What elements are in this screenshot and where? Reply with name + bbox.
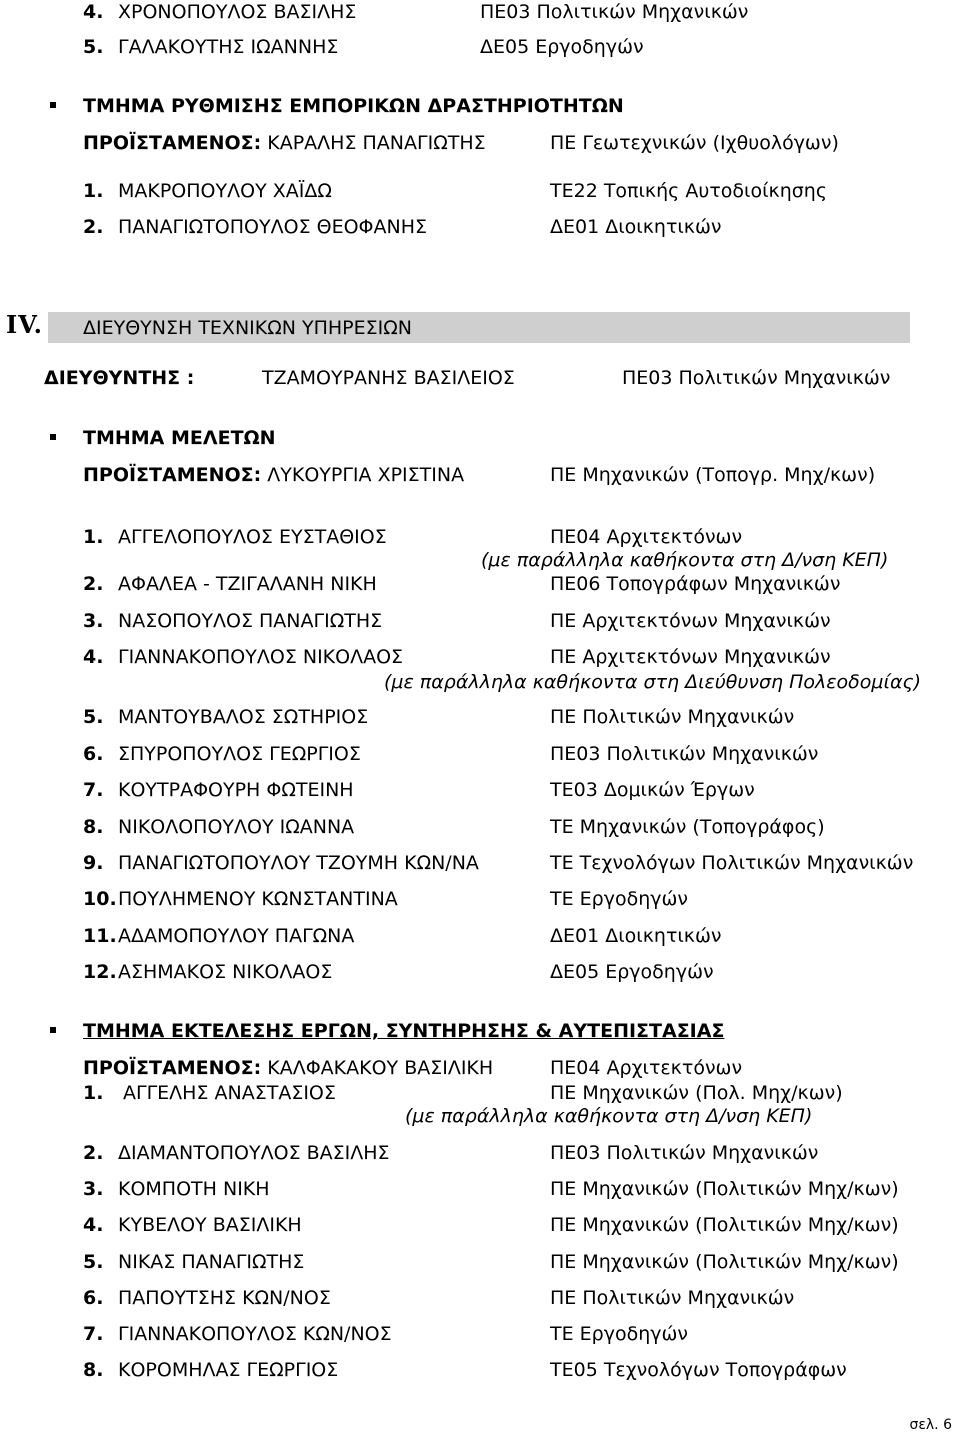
employee-role: ΠΕ Πολιτικών Μηχανικών xyxy=(550,1287,795,1309)
head-label: ΠΡΟΪΣΤΑΜΕΝΟΣ: xyxy=(83,132,262,154)
employee-name: ΚΟΜΠΟΤΗ ΝΙΚΗ xyxy=(118,1178,270,1200)
list-number: 6. xyxy=(83,1287,104,1309)
employee-name: ΣΠΥΡΟΠΟΥΛΟΣ ΓΕΩΡΓΙΟΣ xyxy=(118,743,361,765)
department-head xyxy=(83,1056,493,1080)
list-number: 2. xyxy=(83,573,104,595)
employee-role: ΠΕ03 Πολιτικών Μηχανικών xyxy=(550,743,819,765)
employee-role: ΠΕ Μηχανικών (Πολιτικών Μηχ/κων) xyxy=(550,1178,899,1200)
list-number: 2. xyxy=(83,1142,104,1164)
section-title: ΔΙΕΥΘΥΝΣΗ ΤΕΧΝΙΚΩΝ ΥΠΗΡΕΣΙΩΝ xyxy=(83,317,412,339)
department-title: ΤΜΗΜΑ ΜΕΛΕΤΩΝ xyxy=(83,427,276,449)
list-number: 6. xyxy=(83,743,104,765)
head-label: ΠΡΟΪΣΤΑΜΕΝΟΣ: xyxy=(83,1057,262,1079)
employee-role: ΠΕ06 Τοπογράφων Μηχανικών xyxy=(550,573,841,595)
employee-role: ΠΕ Πολιτικών Μηχανικών xyxy=(550,706,795,728)
employee-role: ΠΕ03 Πολιτικών Μηχανικών xyxy=(480,1,749,23)
employee-name: ΔΙΑΜΑΝΤΟΠΟΥΛΟΣ ΒΑΣΙΛΗΣ xyxy=(118,1142,390,1164)
employee-name: ΚΟΡΟΜΗΛΑΣ ΓΕΩΡΓΙΟΣ xyxy=(118,1359,339,1381)
list-number: 4. xyxy=(83,1214,104,1236)
head-role: ΠΕ Μηχανικών (Τοπογρ. Μηχ/κων) xyxy=(550,464,876,486)
list-number: 3. xyxy=(83,610,104,632)
list-number: 2. xyxy=(83,216,104,238)
employee-name: ΝΙΚΑΣ ΠΑΝΑΓΙΩΤΗΣ xyxy=(118,1251,305,1273)
list-number: 1. xyxy=(83,180,104,202)
employee-role: ΤΕ Τεχνολόγων Πολιτικών Μηχανικών xyxy=(550,852,914,874)
bullet-icon xyxy=(50,102,56,108)
list-number: 7. xyxy=(83,1323,104,1345)
head-name: ΛΥΚΟΥΡΓΙΑ ΧΡΙΣΤΙΝΑ xyxy=(267,464,465,486)
employee-name: ΓΑΛΑΚΟΥΤΗΣ ΙΩΑΝΝΗΣ xyxy=(118,36,339,58)
employee-name: ΚΟΥΤΡΑΦΟΥΡΗ ΦΩΤΕΙΝΗ xyxy=(118,779,354,801)
employee-name: ΝΙΚΟΛΟΠΟΥΛΟΥ ΙΩΑΝΝΑ xyxy=(118,816,355,838)
employee-name: ΧΡΟΝΟΠΟΥΛΟΣ ΒΑΣΙΛΗΣ xyxy=(118,1,357,23)
employee-role: ΔΕ05 Εργοδηγών xyxy=(550,961,714,983)
employee-name: ΓΙΑΝΝΑΚΟΠΟΥΛΟΣ ΝΙΚΟΛΑΟΣ xyxy=(118,646,404,668)
employee-name: ΑΓΓΕΛΗΣ ΑΝΑΣΤΑΣΙΟΣ xyxy=(123,1082,336,1104)
employee-name: ΜΑΝΤΟΥΒΑΛΟΣ ΣΩΤΗΡΙΟΣ xyxy=(118,706,369,728)
director-role: ΠΕ03 Πολιτικών Μηχανικών xyxy=(622,367,891,389)
employee-role: ΤΕ Εργοδηγών xyxy=(550,1323,689,1345)
bullet-icon xyxy=(50,434,56,440)
employee-role: ΠΕ Αρχιτεκτόνων Μηχανικών xyxy=(550,646,831,668)
employee-name: ΠΑΝΑΓΙΩΤΟΠΟΥΛΟΥ ΤΖΟΥΜΗ ΚΩΝ/ΝΑ xyxy=(118,852,479,874)
list-number: 12. xyxy=(83,961,117,983)
employee-name: ΑΦΑΛΕΑ - ΤΖΙΓΑΛΑΝΗ ΝΙΚΗ xyxy=(118,573,377,595)
employee-role: ΤΕ05 Τεχνολόγων Τοπογράφων xyxy=(550,1359,847,1381)
duty-note: (με παράλληλα καθήκοντα στη Δ/νση ΚΕΠ) xyxy=(481,549,889,571)
employee-role: ΔΕ01 Διοικητικών xyxy=(550,925,722,947)
head-name: ΚΑΡΑΛΗΣ ΠΑΝΑΓΙΩΤΗΣ xyxy=(267,132,486,154)
bullet-icon xyxy=(50,1027,56,1033)
list-number: 7. xyxy=(83,779,104,801)
department-title: ΤΜΗΜΑ ΡΥΘΜΙΣΗΣ ΕΜΠΟΡΙΚΩΝ ΔΡΑΣΤΗΡΙΟΤΗΤΩΝ xyxy=(83,95,624,117)
employee-name: ΠΑΝΑΓΙΩΤΟΠΟΥΛΟΣ ΘΕΟΦΑΝΗΣ xyxy=(118,216,427,238)
employee-name: ΠΑΠΟΥΤΣΗΣ ΚΩΝ/ΝΟΣ xyxy=(118,1287,331,1309)
director-name: ΤΖΑΜΟΥΡΑΝΗΣ ΒΑΣΙΛΕΙΟΣ xyxy=(262,367,515,389)
director-label: ΔΙΕΥΘΥΝΤΗΣ : xyxy=(44,367,195,389)
list-number: 4. xyxy=(83,646,104,668)
head-role: ΠΕ Γεωτεχνικών (Ιχθυολόγων) xyxy=(550,132,839,154)
list-number: 1. xyxy=(83,1082,104,1104)
list-number: 1. xyxy=(83,526,104,548)
list-number: 4. xyxy=(83,1,104,23)
list-number: 5. xyxy=(83,706,104,728)
employee-role: ΠΕ Μηχανικών (Πολιτικών Μηχ/κων) xyxy=(550,1251,899,1273)
head-role: ΠΕ04 Αρχιτεκτόνων xyxy=(550,1057,743,1079)
list-number: 5. xyxy=(83,1251,104,1273)
employee-role: ΠΕ Μηχανικών (Πολ. Μηχ/κων) xyxy=(550,1082,843,1104)
department-head xyxy=(83,131,486,155)
head-name: ΚΑΛΦΑΚΑΚΟΥ ΒΑΣΙΛΙΚΗ xyxy=(267,1057,494,1079)
employee-role: ΠΕ Αρχιτεκτόνων Μηχανικών xyxy=(550,610,831,632)
section-numeral: IV. xyxy=(6,310,44,339)
employee-name: ΜΑΚΡΟΠΟΥΛΟΥ ΧΑΪΔΩ xyxy=(118,180,332,202)
employee-role: ΠΕ03 Πολιτικών Μηχανικών xyxy=(550,1142,819,1164)
employee-role: ΤΕ03 Δομικών Έργων xyxy=(550,779,755,801)
employee-role: ΤΕ Μηχανικών (Τοπογράφος) xyxy=(550,816,825,838)
list-number: 3. xyxy=(83,1178,104,1200)
employee-name: ΑΔΑΜΟΠΟΥΛΟΥ ΠΑΓΩΝΑ xyxy=(118,925,355,947)
department-title: ΤΜΗΜΑ ΕΚΤΕΛΕΣΗΣ ΕΡΓΩΝ, ΣΥΝΤΗΡΗΣΗΣ & ΑΥΤΕΠΙΣΤΑΣΙΑΣ xyxy=(83,1020,725,1042)
employee-name: ΓΙΑΝΝΑΚΟΠΟΥΛΟΣ ΚΩΝ/ΝΟΣ xyxy=(118,1323,392,1345)
employee-role: ΤΕ Εργοδηγών xyxy=(550,888,689,910)
list-number: 8. xyxy=(83,1359,104,1381)
head-label: ΠΡΟΪΣΤΑΜΕΝΟΣ: xyxy=(83,464,262,486)
employee-name: ΑΣΗΜΑΚΟΣ ΝΙΚΟΛΑΟΣ xyxy=(118,961,333,983)
list-number: 9. xyxy=(83,852,104,874)
employee-role: ΔΕ05 Εργοδηγών xyxy=(480,36,644,58)
employee-role: ΠΕ04 Αρχιτεκτόνων xyxy=(550,526,743,548)
list-number: 5. xyxy=(83,36,104,58)
employee-name: ΝΑΣΟΠΟΥΛΟΣ ΠΑΝΑΓΙΩΤΗΣ xyxy=(118,610,383,632)
department-head xyxy=(83,463,464,487)
employee-role: ΔΕ01 Διοικητικών xyxy=(550,216,722,238)
employee-name: ΑΓΓΕΛΟΠΟΥΛΟΣ ΕΥΣΤΑΘΙΟΣ xyxy=(118,526,387,548)
page-number: σελ. 6 xyxy=(909,1417,952,1433)
list-number: 8. xyxy=(83,816,104,838)
employee-name: ΠΟΥΛΗΜΕΝΟΥ ΚΩΝΣΤΑΝΤΙΝΑ xyxy=(118,888,398,910)
list-number: 11. xyxy=(83,925,117,947)
employee-name: ΚΥΒΕΛΟΥ ΒΑΣΙΛΙΚΗ xyxy=(118,1214,302,1236)
duty-note: (με παράλληλα καθήκοντα στη Δ/νση ΚΕΠ) xyxy=(405,1105,813,1127)
list-number: 10. xyxy=(83,888,117,910)
duty-note: (με παράλληλα καθήκοντα στη Διεύθυνση Πολεοδομίας) xyxy=(384,671,922,693)
employee-role: ΠΕ Μηχανικών (Πολιτικών Μηχ/κων) xyxy=(550,1214,899,1236)
employee-role: ΤΕ22 Τοπικής Αυτοδιοίκησης xyxy=(550,180,827,202)
